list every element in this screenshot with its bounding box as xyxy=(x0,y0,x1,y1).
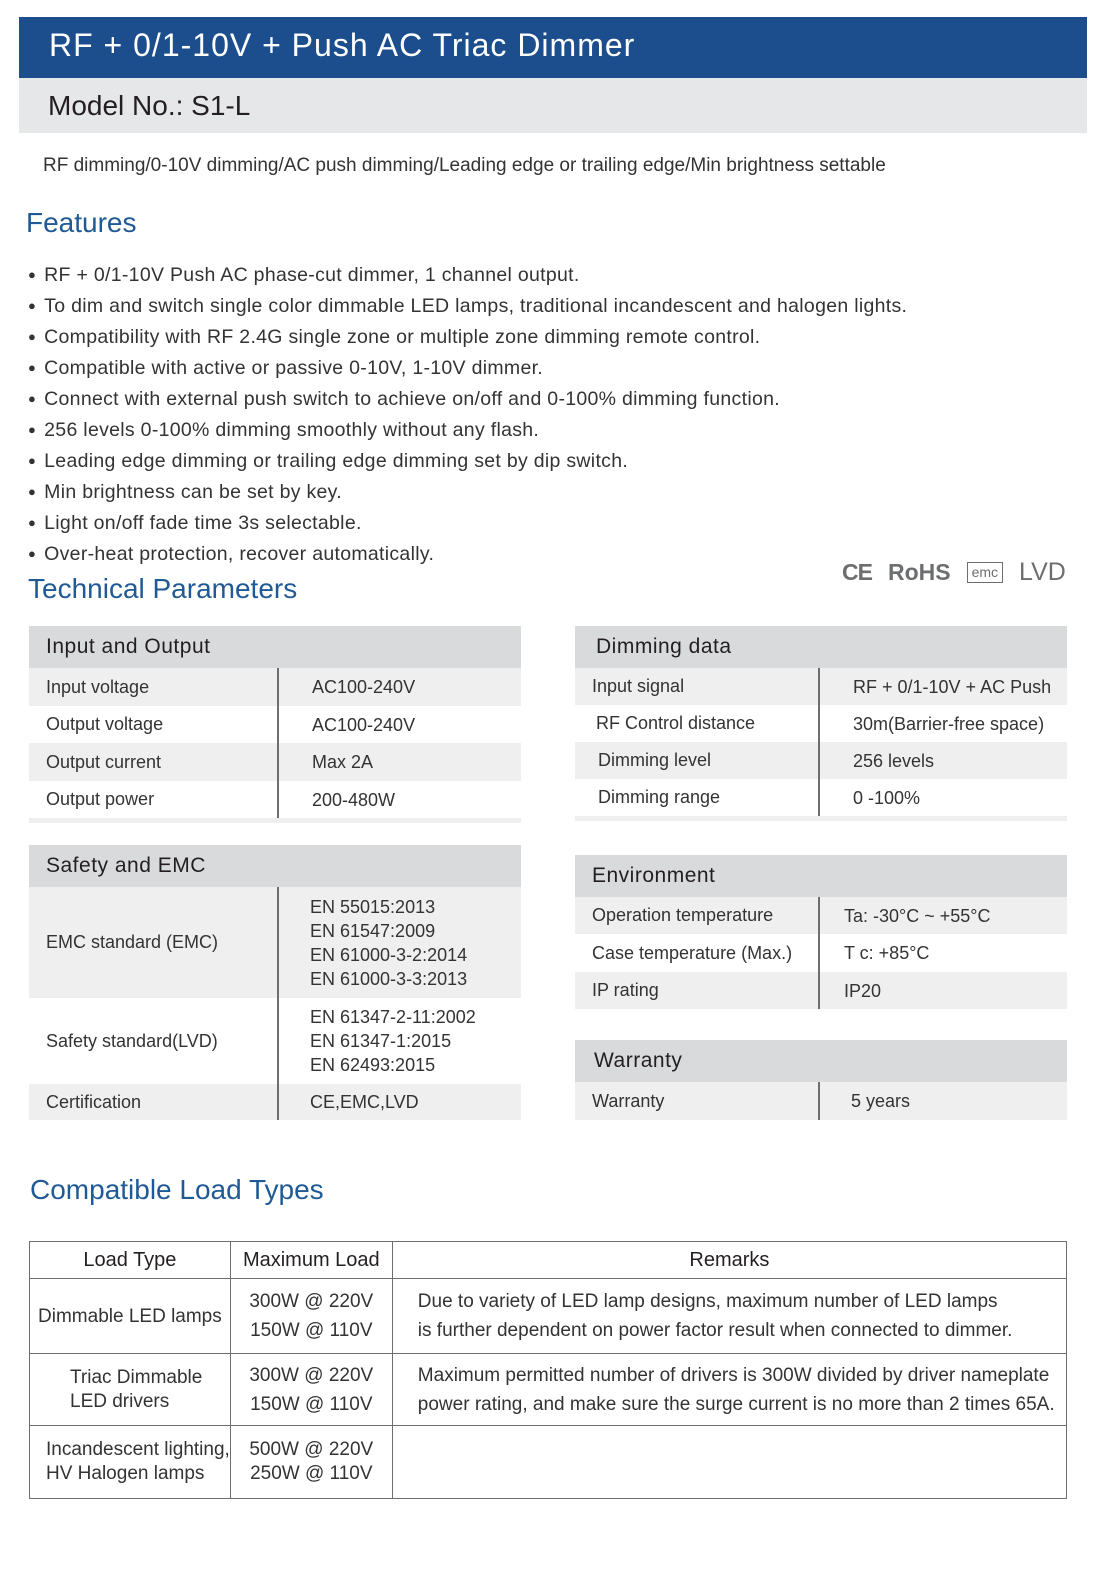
feature-item: ● 256 levels 0-100% dimming smoothly without any flash. xyxy=(28,415,907,446)
table-footer xyxy=(575,816,1067,821)
title-bar xyxy=(19,17,1087,78)
param-label: Dimming range xyxy=(575,779,820,816)
param-value: EN 61347-2-11:2002 xyxy=(310,1007,476,1027)
param-label: Case temperature (Max.) xyxy=(575,934,820,972)
param-value: Max 2A xyxy=(312,752,374,772)
table-footer xyxy=(29,818,521,823)
param-value: AC100-240V xyxy=(312,677,416,697)
table-row xyxy=(29,706,521,743)
param-value: EN 61000-3-3:2013 xyxy=(310,968,468,989)
param-label: Warranty xyxy=(575,1082,820,1120)
table-row xyxy=(30,1279,1067,1354)
table-row xyxy=(29,1084,521,1120)
max-load: 150W @ 110V xyxy=(250,1320,373,1341)
param-value: 200-480W xyxy=(312,789,396,810)
remark: Due to variety of LED lamp designs, maximum number of LED lamps xyxy=(417,1291,998,1312)
param-value: 5 years xyxy=(851,1091,911,1111)
param-label: Input signal xyxy=(575,668,820,705)
param-value: Ta: -30°C ~ +55°C xyxy=(844,905,991,926)
certification-marks xyxy=(842,558,1066,587)
param-label: Output power xyxy=(29,781,279,818)
param-label: Certification xyxy=(29,1084,279,1120)
lvd-mark-icon: LVD xyxy=(1019,558,1066,586)
ce-mark-icon: CE xyxy=(842,559,872,585)
load-type: LED drivers xyxy=(70,1391,170,1412)
param-value: EN 61000-3-2:2014 xyxy=(310,944,468,965)
dimming-table xyxy=(575,626,1067,821)
param-value: 0 -100% xyxy=(853,787,921,808)
table-row xyxy=(575,668,1067,705)
table-header: Dimming data xyxy=(575,626,1067,668)
param-label: Operation temperature xyxy=(575,897,820,934)
load-type: Dimmable LED lamps xyxy=(38,1305,222,1327)
max-load: 150W @ 110V xyxy=(250,1393,373,1415)
param-value: EN 62493:2015 xyxy=(310,1055,436,1075)
column-header: Remarks xyxy=(392,1242,1066,1279)
features-heading: Features xyxy=(26,207,137,238)
model-number: Model No.: S1-L xyxy=(48,90,251,121)
param-label: Input voltage xyxy=(29,668,279,706)
max-load: 300W @ 220V xyxy=(249,1364,374,1386)
feature-item: ● Min brightness can be set by key. xyxy=(28,477,907,508)
technical-heading: Technical Parameters xyxy=(28,573,298,604)
load-type: Triac Dimmable xyxy=(70,1367,203,1388)
feature-item: ● Leading edge dimming or trailing edge dimming set by dip switch. xyxy=(28,446,907,477)
feature-list xyxy=(28,260,907,570)
table-header-row xyxy=(30,1242,1067,1279)
remark: is further dependent on power factor result when connected to dimmer. xyxy=(417,1320,1013,1341)
table-row xyxy=(575,1082,1067,1120)
table-row xyxy=(575,934,1067,972)
product-title: RF + 0/1-10V + Push AC Triac Dimmer xyxy=(49,27,636,63)
feature-item: ● Compatible with active or passive 0-10V, 1-10V dimmer. xyxy=(28,353,907,384)
param-value: EN 55015:2013 xyxy=(310,896,436,917)
table-header: Warranty xyxy=(575,1040,1067,1082)
param-label: IP rating xyxy=(575,972,820,1009)
param-value: EN 61547:2009 xyxy=(310,920,436,941)
remark: Maximum permitted number of drivers is 300W divided by driver nameplate xyxy=(417,1364,1050,1386)
param-value: 256 levels xyxy=(853,750,935,771)
param-value: RF + 0/1-10V + AC Push xyxy=(853,676,1052,697)
max-load: 300W @ 220V xyxy=(249,1291,374,1312)
param-label: Output voltage xyxy=(29,706,279,743)
column-header: Maximum Load xyxy=(230,1242,392,1279)
table-row xyxy=(29,781,521,818)
warranty-table xyxy=(575,1040,1067,1120)
max-load: 250W @ 110V xyxy=(250,1463,373,1484)
param-value: IP20 xyxy=(844,980,882,1001)
table-row xyxy=(575,742,1067,779)
max-load: 500W @ 220V xyxy=(249,1439,374,1460)
table-row xyxy=(30,1354,1067,1426)
environment-table xyxy=(575,855,1067,1009)
table-header: Environment xyxy=(575,855,1067,897)
model-bar xyxy=(19,78,1087,133)
feature-item: ● Light on/off fade time 3s selectable. xyxy=(28,508,907,539)
table-header: Input and Output xyxy=(29,626,521,668)
safety-emc-table xyxy=(29,845,521,1120)
load-type: HV Halogen lamps xyxy=(46,1463,205,1484)
param-label: Output current xyxy=(29,743,279,781)
load-types-table xyxy=(29,1241,1067,1499)
load-types-heading: Compatible Load Types xyxy=(30,1174,324,1205)
param-value: EN 61347-1:2015 xyxy=(310,1031,452,1051)
param-value: T c: +85°C xyxy=(844,943,930,963)
table-row xyxy=(29,998,521,1084)
param-value: AC100-240V xyxy=(312,714,416,735)
table-row xyxy=(575,897,1067,934)
table-row xyxy=(575,705,1067,742)
remark: power rating, and make sure the surge current is no more than 2 times 65A. xyxy=(417,1393,1055,1415)
param-value: CE,EMC,LVD xyxy=(310,1092,419,1112)
feature-item: ● Connect with external push switch to achieve on/off and 0-100% dimming function. xyxy=(28,384,907,415)
rohs-mark-icon: RoHS xyxy=(887,559,951,585)
table-header: Safety and EMC xyxy=(29,845,521,887)
remark-empty xyxy=(392,1426,1066,1499)
input-output-table xyxy=(29,626,521,823)
param-label: RF Control distance xyxy=(575,705,820,742)
param-label: Safety standard(LVD) xyxy=(29,998,279,1084)
table-row xyxy=(575,972,1067,1009)
emc-mark-icon: emc xyxy=(967,562,1003,583)
feature-item: ● Over-heat protection, recover automatically. xyxy=(28,539,907,570)
column-header: Load Type xyxy=(30,1242,231,1279)
param-value: 30m(Barrier-free space) xyxy=(853,713,1045,734)
param-label: EMC standard (EMC) xyxy=(29,887,279,998)
table-row xyxy=(30,1426,1067,1499)
feature-item: ● RF + 0/1-10V Push AC phase-cut dimmer, 1 channel output. xyxy=(28,260,907,291)
table-row xyxy=(29,887,521,998)
param-label: Dimming level xyxy=(575,742,820,779)
table-row xyxy=(29,668,521,706)
table-row xyxy=(575,779,1067,816)
feature-item: ● Compatibility with RF 2.4G single zone or multiple zone dimming remote control. xyxy=(28,322,907,353)
feature-item: ● To dim and switch single color dimmable LED lamps, traditional incandescent and halogen lights. xyxy=(28,291,907,322)
load-type: Incandescent lighting, xyxy=(46,1439,230,1460)
table-row xyxy=(29,743,521,781)
product-subtitle: RF dimming/0-10V dimming/AC push dimming/Leading edge or trailing edge/Min brightness settable xyxy=(43,155,886,176)
